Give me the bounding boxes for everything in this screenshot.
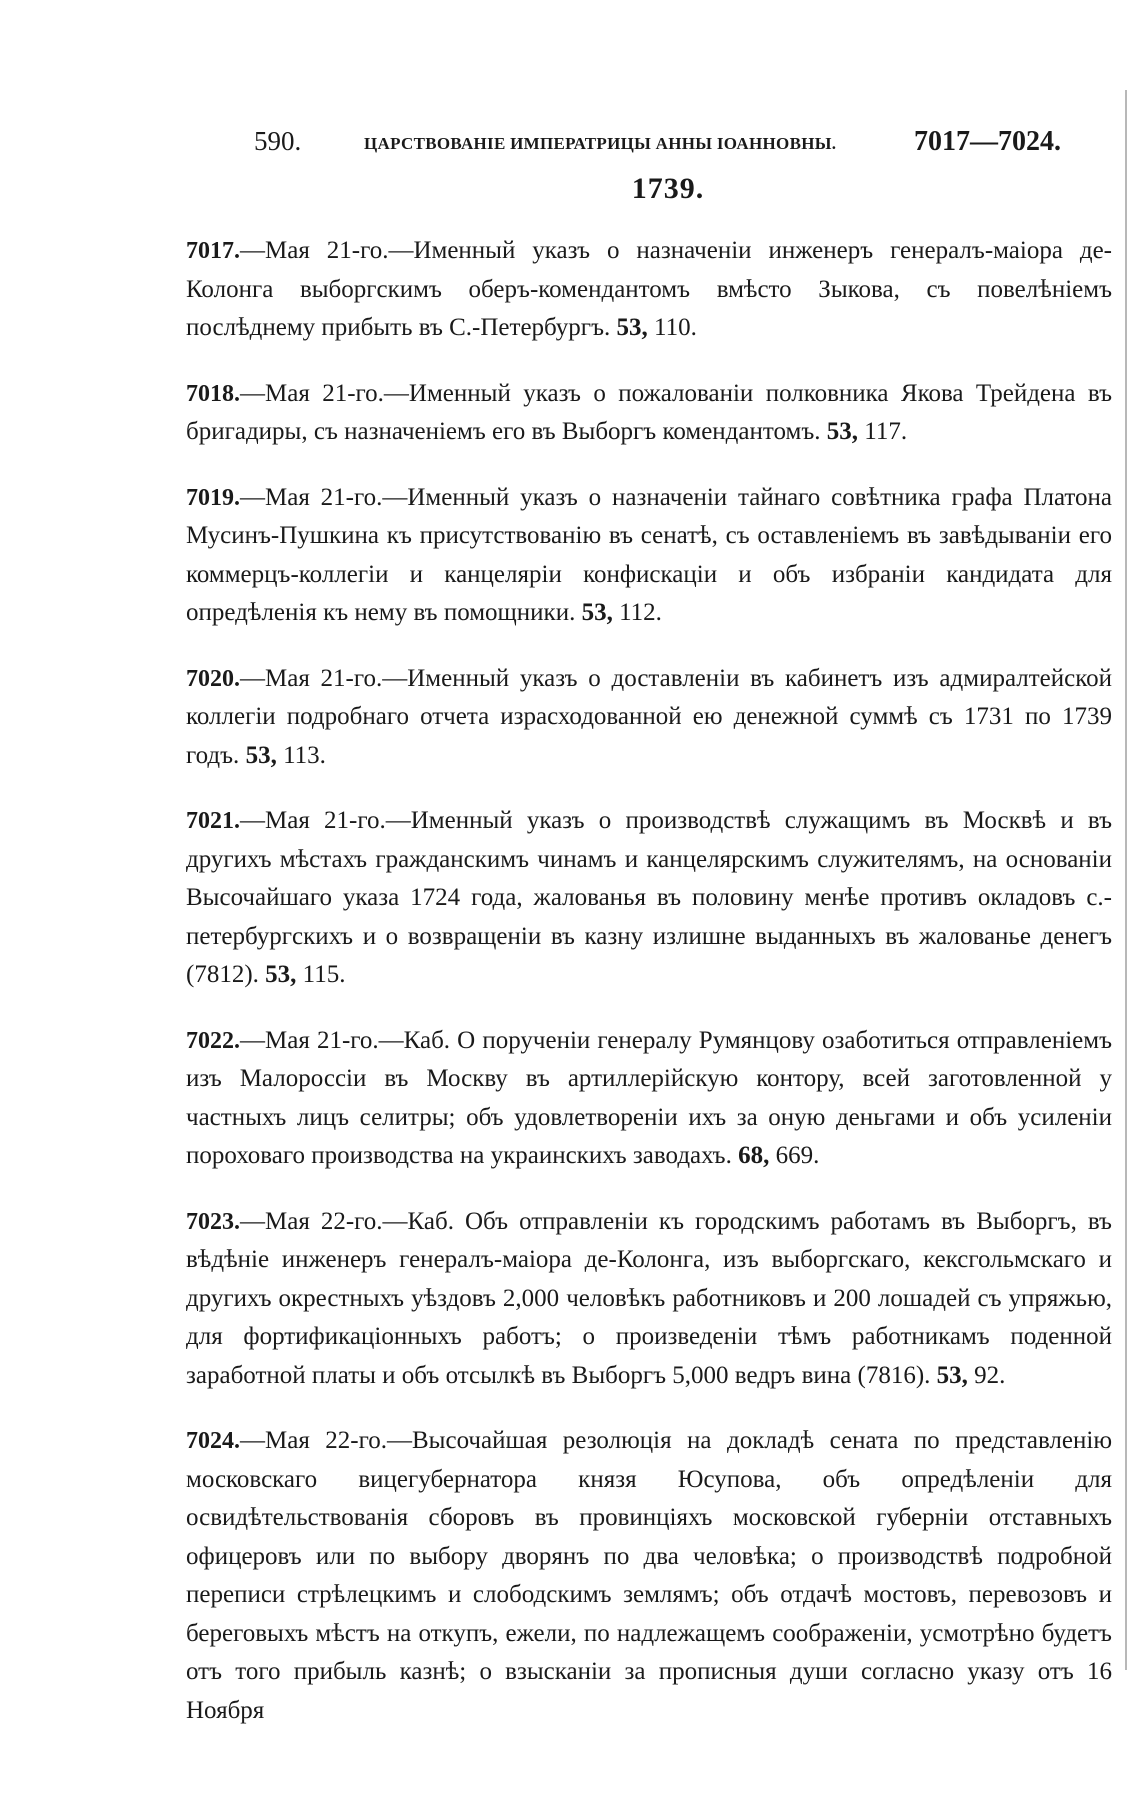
entry-volume: 53, — [245, 741, 277, 769]
running-head — [186, 120, 1120, 160]
entry-number: 7021. — [186, 808, 240, 834]
entry-volume: 53, — [936, 1361, 968, 1389]
entry-number: 7023. — [186, 1208, 240, 1235]
scan-edge-line — [1125, 90, 1127, 1670]
entry-7019 — [186, 479, 1120, 633]
entry-volume: 53, — [616, 314, 648, 341]
entry-text: —Мая 21-го.—Именный указъ о пожалованіи полковника Якова Трейдена въ бригадиры, съ назначеніемъ его въ Выборгъ комендантомъ. — [186, 379, 1112, 445]
entry-number: 7017. — [186, 238, 240, 264]
entry-text: —Мая 22-го.—Высочайшая резолюція на докладѣ сената по представленію московскаго вицегубернатора князя Юсупова, объ опредѣленіи для освидѣтельствованія сборовъ въ провинціяхъ московской губерніи отставныхъ офицеровъ или по выбору дворянъ по два человѣка; о производствѣ подробной переписи стрѣлецкимъ и слободскимъ землямъ; объ отдачѣ мостовъ, перевозовъ и береговыхъ мѣстъ на откупъ, ежели, по надлежащемъ соображеніи, усмотрѣно будетъ отъ того прибыль казнѣ; о взысканіи за прописныя души согласно указу отъ 16 Ноября — [186, 1427, 1112, 1724]
entry-page: 112. — [619, 599, 662, 626]
entry-number: 7019. — [186, 484, 240, 511]
entry-text: —Мая 21-го.—Именный указъ о производствѣ служащимъ въ Москвѣ и въ другихъ мѣстахъ гражданскимъ чинамъ и канцелярскимъ служителямъ, на основаніи Высочайшаго указа 1724 года, жалованья въ половину менѣе противъ окладовъ с.-петербургскихъ и о возвращеніи въ казну излишне выданныхъ въ жалованье денегъ (7812). — [186, 807, 1112, 988]
entry-number: 7018. — [186, 380, 240, 407]
entry-7018 — [186, 375, 1120, 452]
page-number: 590. — [254, 126, 302, 156]
entry-page: 92. — [974, 1361, 1006, 1389]
entry-7020 — [186, 660, 1120, 776]
entry-page: 669. — [775, 1142, 820, 1169]
running-title: ЦАРСТВОВАНІЕ ИМПЕРАТРИЦЫ АННЫ ІОАННОВНЫ. — [364, 134, 837, 153]
entry-text: —Мая 21-го.—Именный указъ о назначеніи тайнаго совѣтника графа Платона Мусинъ-Пушкина къ присутствованію въ сенатѣ, съ оставленіемъ въ завѣдываніи его коммерцъ-коллегіи и канцеляріи конфискаціи и объ избраніи кандидата для опредѣленія къ нему въ помощники. — [186, 483, 1112, 626]
entry-page: 110. — [654, 314, 697, 341]
document-page — [186, 120, 1120, 1757]
entry-7017 — [186, 232, 1120, 348]
entry-text: —Мая 21-го.—Именный указъ о доставленіи въ кабинетъ изъ адмиралтейской коллегіи подробнаго отчета израсходованной ею денежной суммѣ съ 1731 по 1739 годъ. — [186, 664, 1112, 769]
entry-text: —Мая 21-го.—Каб. О порученіи генералу Румянцову озаботиться отправленіемъ изъ Малороссіи въ Москву въ артиллерійскую контору, всей заготовленной у частныхъ лицъ селитры; объ удовлетвореніи ихъ за оную деньгами и объ усиленіи пороховаго производства на украинскихъ заводахъ. — [186, 1026, 1112, 1169]
entry-number: 7024. — [186, 1428, 240, 1454]
year-heading: 1739. — [631, 172, 705, 205]
entry-7024 — [186, 1422, 1120, 1730]
entry-volume: 53, — [826, 418, 858, 445]
entry-range: 7017—7024. — [914, 126, 1061, 157]
entry-volume: 53, — [581, 599, 613, 626]
entry-volume: 53, — [265, 961, 297, 988]
entry-text: —Мая 21-го.—Именный указъ о назначеніи инженеръ генералъ-маіора де-Колонга выборгскимъ оберъ-комендантомъ вмѣсто Зыкова, съ повелѣніемъ послѣднему прибыть въ С.-Петербургъ. — [186, 237, 1112, 341]
entry-number: 7022. — [186, 1027, 240, 1054]
entry-page: 117. — [864, 418, 908, 445]
entry-text: —Мая 22-го.—Каб. Объ отправленіи къ городскимъ работамъ въ Выборгъ, въ вѣдѣніе инженеръ генералъ-маіора де-Колонга, изъ выборгскаго, кексгольмскаго и другихъ окрестныхъ уѣздовъ 2,000 человѣкъ работниковъ и 200 лошадей съ упряжью, для фортификаціонныхъ работъ; о произведеніи тѣмъ работникамъ поденной заработной платы и объ отсылкѣ въ Выборгъ 5,000 ведръ вина (7816). — [186, 1207, 1112, 1389]
entry-volume: 68, — [738, 1142, 770, 1169]
entry-7022 — [186, 1022, 1120, 1176]
entry-7023 — [186, 1203, 1120, 1396]
entry-page: 113. — [283, 741, 326, 769]
entry-7021 — [186, 802, 1120, 995]
entry-number: 7020. — [186, 665, 240, 692]
entry-page: 115. — [302, 961, 346, 988]
